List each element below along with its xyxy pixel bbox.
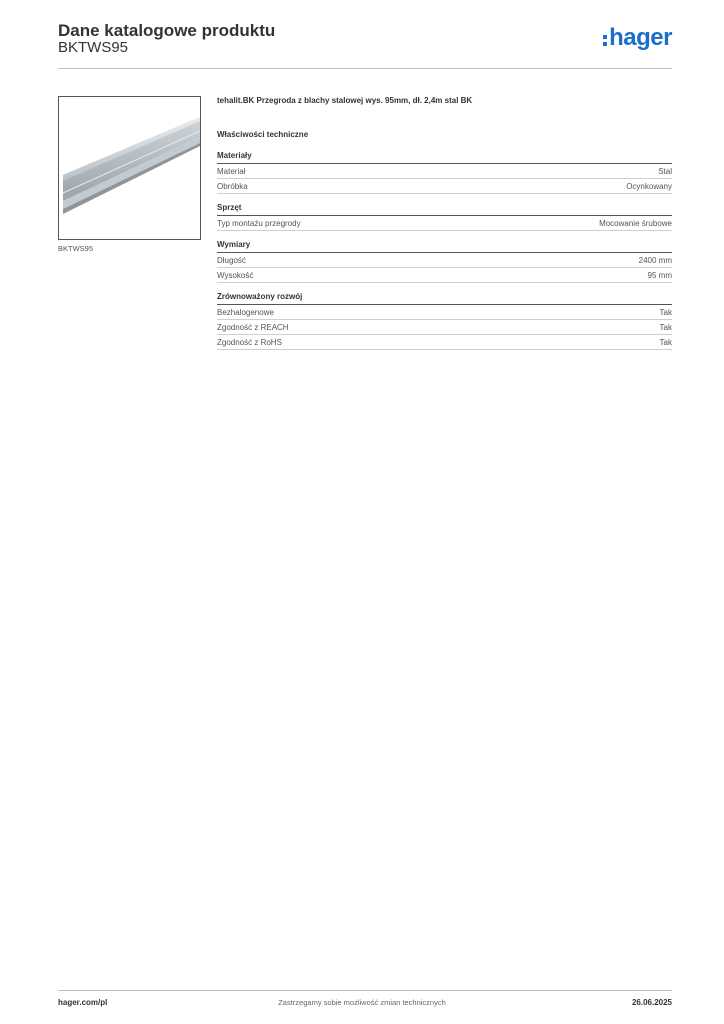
group-hardware — [217, 203, 672, 231]
group-title: Wymiary — [217, 240, 672, 253]
spec-label: Typ montażu przegrody — [217, 219, 301, 228]
image-caption: BKTWS95 — [58, 244, 94, 253]
group-title: Sprzęt — [217, 203, 672, 216]
product-image — [58, 96, 201, 240]
spec-value: Tak — [659, 308, 672, 317]
spec-row — [217, 268, 672, 283]
page-title: Dane katalogowe produktu — [58, 21, 276, 40]
spec-row — [217, 320, 672, 335]
spec-value: Tak — [659, 323, 672, 332]
spec-value: Tak — [659, 338, 672, 347]
spec-row — [217, 305, 672, 320]
steel-partition-icon — [59, 97, 200, 239]
spec-value: 2400 mm — [638, 256, 672, 265]
group-materials — [217, 151, 672, 194]
spec-label: Materiał — [217, 167, 246, 176]
footer-date: 26.06.2025 — [631, 998, 672, 1007]
spec-label: Obróbka — [217, 182, 248, 191]
product-details — [217, 96, 672, 359]
product-description: tehalit.BK Przegroda z blachy stalowej wys. 95mm, dł. 2,4m stal BK — [217, 96, 473, 105]
spec-label: Zgodność z RoHS — [217, 338, 282, 347]
spec-value: Stal — [658, 167, 672, 176]
spec-label: Wysokość — [217, 271, 254, 280]
group-title: Materiały — [217, 151, 672, 164]
logo-text: hager — [609, 24, 672, 51]
spec-value: Mocowanie śrubowe — [599, 219, 672, 228]
spec-row — [217, 216, 672, 231]
spec-row — [217, 335, 672, 350]
spec-row — [217, 253, 672, 268]
spec-value: Ocynkowany — [626, 182, 672, 191]
product-code: BKTWS95 — [58, 39, 129, 56]
group-dimensions — [217, 240, 672, 283]
hager-logo[interactable] — [603, 26, 672, 50]
footer-website-link[interactable]: hager.com/pl — [58, 998, 108, 1007]
spec-row — [217, 164, 672, 179]
group-sustainability — [217, 292, 672, 350]
spec-label: Długość — [217, 256, 246, 265]
tech-properties-title: Właściwości techniczne — [217, 130, 309, 139]
footer-disclaimer: Zastrzegamy sobie możliwość zmian technicznych — [278, 998, 446, 1007]
spec-value: 95 mm — [647, 271, 672, 280]
spec-label: Bezhalogenowe — [217, 308, 274, 317]
footer-divider — [58, 990, 672, 991]
header-divider — [58, 68, 672, 69]
logo-dots-icon — [603, 35, 607, 46]
spec-row — [217, 179, 672, 194]
group-title: Zrównoważony rozwój — [217, 292, 672, 305]
spec-label: Zgodność z REACH — [217, 323, 289, 332]
